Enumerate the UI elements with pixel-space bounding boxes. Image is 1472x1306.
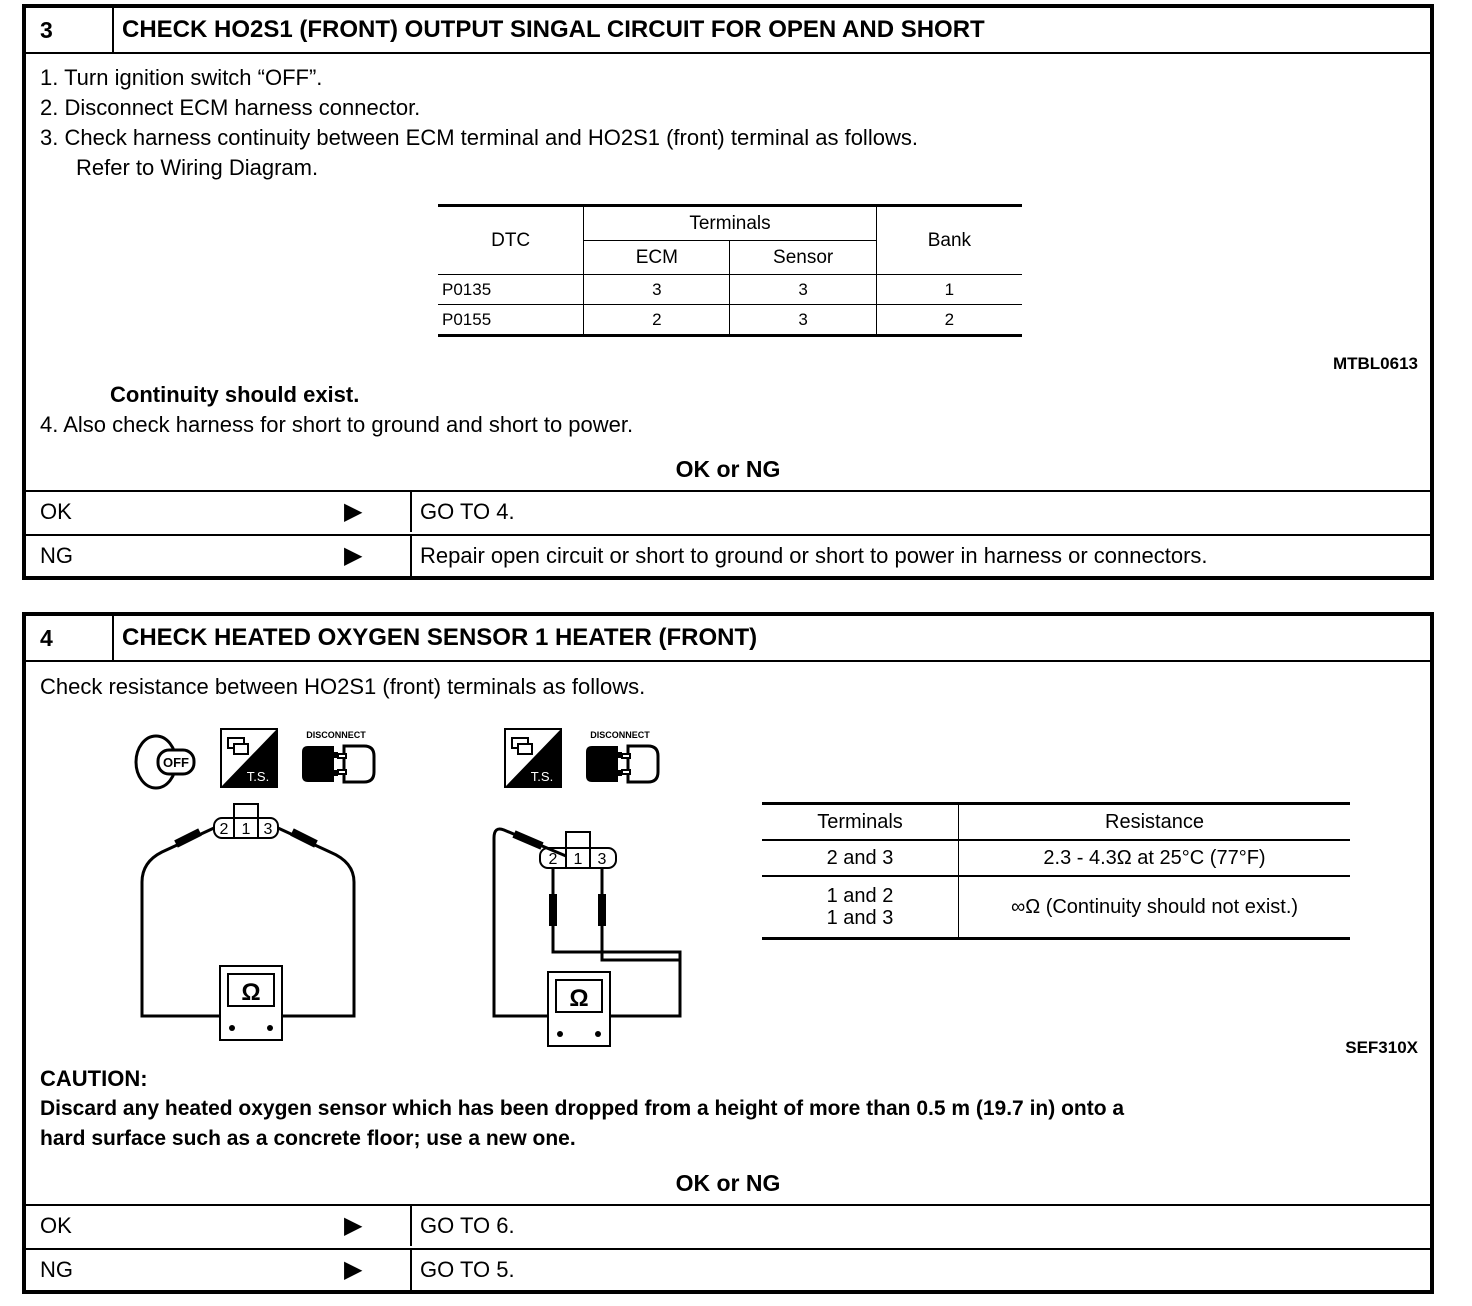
intro-text: Check resistance between HO2S1 (front) terminals as follows. <box>40 674 646 699</box>
step-number: 4 <box>26 616 114 660</box>
cell-bank: 2 <box>876 305 1022 336</box>
arrow-right-icon: ▶ <box>344 1256 363 1283</box>
ng-result: GO TO 5. <box>410 1250 1430 1290</box>
ohm-symbol: Ω <box>241 979 261 1006</box>
col-bank: Bank <box>876 206 1022 275</box>
pin-label: 1 <box>241 821 251 838</box>
instruction-3-note: Refer to Wiring Diagram. <box>76 155 319 180</box>
ok-label: OK <box>40 499 72 524</box>
cell-bank: 1 <box>876 275 1022 305</box>
cell-ecm: 3 <box>584 275 730 305</box>
disconnect-icon <box>300 728 380 792</box>
arrow-right-icon: ▶ <box>344 1212 363 1239</box>
ok-result: GO TO 6. <box>410 1206 1430 1246</box>
step-3-header <box>26 8 1430 54</box>
disconnect-icon <box>584 728 664 792</box>
table-row <box>438 275 1022 305</box>
pin-label: 3 <box>597 851 607 868</box>
ng-label: NG <box>40 1257 73 1282</box>
step-3-panel <box>22 4 1434 580</box>
cell-resistance: ∞Ω (Continuity should not exist.) <box>959 876 1351 939</box>
dtc-terminal-table <box>438 204 1022 337</box>
step-title: CHECK HEATED OXYGEN SENSOR 1 HEATER (FRONT) <box>122 624 758 651</box>
caution-line: hard surface such as a concrete floor; use a new one. <box>40 1127 576 1150</box>
col-dtc: DTC <box>438 206 584 275</box>
instruction-4: 4. Also check harness for short to ground and short to power. <box>40 412 634 437</box>
resistance-table <box>762 802 1350 940</box>
tools-ts-icon <box>220 728 278 788</box>
continuity-note: Continuity should exist. <box>110 382 360 407</box>
ohm-symbol: Ω <box>569 985 589 1012</box>
caution-title: CAUTION: <box>40 1066 148 1091</box>
step-number: 3 <box>26 8 114 52</box>
ng-result: Repair open circuit or short to ground or short to power in harness or connectors. <box>410 536 1430 576</box>
ts-label: T.S. <box>246 769 270 784</box>
ts-label: T.S. <box>530 769 554 784</box>
terminal-pair: 1 and 3 <box>826 907 894 929</box>
col-terminals: Terminals <box>584 206 877 241</box>
ok-ng-title: OK or NG <box>675 456 781 482</box>
instruction-3: 3. Check harness continuity between ECM terminal and HO2S1 (front) terminal as follows. <box>40 125 918 150</box>
instruction-2: 2. Disconnect ECM harness connector. <box>40 95 421 120</box>
col-resistance: Resistance <box>1105 810 1204 833</box>
cell-dtc: P0135 <box>438 275 584 305</box>
pin-label: 3 <box>263 821 273 838</box>
cell-dtc: P0155 <box>438 305 584 336</box>
ok-ng-title: OK or NG <box>675 1170 781 1196</box>
ok-row <box>26 490 1430 532</box>
ok-result: GO TO 4. <box>410 492 1430 532</box>
ok-label: OK <box>40 1213 72 1238</box>
table-row <box>762 876 1350 939</box>
cell-terminals <box>762 876 959 939</box>
figure-code: SEF310X <box>1345 1038 1418 1057</box>
step-4-header <box>26 616 1430 662</box>
col-sensor: Sensor <box>730 241 876 275</box>
table-row <box>438 305 1022 336</box>
pin-label: 2 <box>219 821 229 838</box>
table-row <box>762 840 1350 876</box>
off-label: OFF <box>163 755 189 770</box>
col-terminals: Terminals <box>762 804 959 841</box>
instruction-1: 1. Turn ignition switch “OFF”. <box>40 65 323 90</box>
ignition-off-icon <box>130 728 200 792</box>
step-title: CHECK HO2S1 (FRONT) OUTPUT SINGAL CIRCUIT FOR OPEN AND SHORT <box>122 16 985 43</box>
caution-line: Discard any heated oxygen sensor which has been dropped from a height of more than 0.5 m (19.7 in) onto a <box>40 1097 1125 1120</box>
arrow-right-icon: ▶ <box>344 498 363 525</box>
tools-ts-icon <box>504 728 562 788</box>
cell-resistance: 2.3 - 4.3Ω at 25°C (77°F) <box>959 840 1351 876</box>
ohmmeter-diagram-pins-2-3 <box>126 802 366 1052</box>
disconnect-label: DISCONNECT <box>590 730 650 740</box>
pin-label: 1 <box>573 851 583 868</box>
figure-code: MTBL0613 <box>1332 354 1418 373</box>
disconnect-label: DISCONNECT <box>306 730 366 740</box>
col-ecm: ECM <box>584 241 730 275</box>
step-4-panel <box>22 612 1434 1294</box>
ohmmeter-diagram-pins-1-2-3 <box>486 830 706 1050</box>
cell-sensor: 3 <box>730 305 876 336</box>
cell-terminals: 2 and 3 <box>762 840 959 876</box>
ng-row <box>26 534 1430 576</box>
ng-label: NG <box>40 543 73 568</box>
cell-sensor: 3 <box>730 275 876 305</box>
arrow-right-icon: ▶ <box>344 542 363 569</box>
ok-row <box>26 1204 1430 1246</box>
ng-row <box>26 1248 1430 1290</box>
pin-label: 2 <box>548 851 558 868</box>
terminal-pair: 1 and 2 <box>826 885 894 907</box>
cell-ecm: 2 <box>584 305 730 336</box>
